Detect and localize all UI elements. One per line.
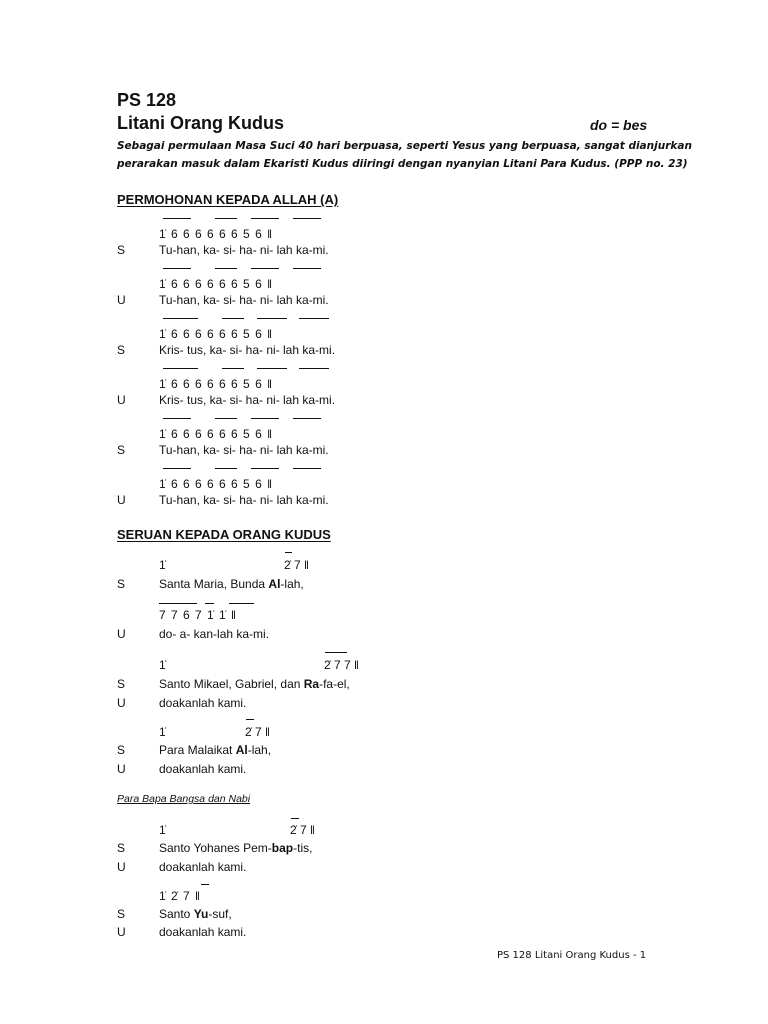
beam bbox=[251, 468, 279, 469]
intro-line-2: perarakan masuk dalam Ekaristi Kudus diiringi dengan nyanyian Litani Para Kudus. (PPP no. 23) bbox=[117, 158, 688, 170]
section-heading-permohonan: PERMOHONAN KEPADA ALLAH (A) bbox=[117, 192, 339, 207]
note-group: 1̇ bbox=[159, 823, 166, 837]
voice-label: U bbox=[117, 762, 126, 776]
lyric-line: Tu-han, ka- si- ha- ni- lah ka-mi. bbox=[159, 243, 329, 257]
response-line: doakanlah kami. bbox=[159, 762, 247, 776]
beam bbox=[251, 418, 279, 419]
note-group: 1̇ bbox=[159, 658, 166, 672]
note-group: 1̇ bbox=[159, 725, 166, 739]
note-line: 1̇ 6 6 6 6 6 6 5 6 ‖ bbox=[159, 227, 273, 241]
note-group: 2̇ 7 ‖ bbox=[284, 558, 309, 572]
voice-label: S bbox=[117, 841, 126, 855]
voice-label: S bbox=[117, 243, 126, 257]
beam bbox=[299, 318, 329, 319]
beam bbox=[291, 818, 299, 819]
beam bbox=[251, 268, 279, 269]
note-group: 2̇ 7 ‖ bbox=[290, 823, 315, 837]
beam bbox=[201, 884, 209, 885]
beam bbox=[222, 368, 244, 369]
beam bbox=[163, 318, 198, 319]
lyric-line: Santo Yohanes Pem-bap-tis, bbox=[159, 841, 313, 855]
beam bbox=[299, 368, 329, 369]
voice-label: S bbox=[117, 343, 126, 357]
document-title: Litani Orang Kudus bbox=[117, 113, 285, 133]
note-line: 7 7 6 7 1̇ 1̇ ‖ bbox=[159, 608, 237, 622]
beam bbox=[229, 603, 254, 604]
voice-label: U bbox=[117, 860, 126, 874]
key-signature: do = bes bbox=[590, 117, 648, 133]
note-line: 1̇ 6 6 6 6 6 6 5 6 ‖ bbox=[159, 327, 273, 341]
beam bbox=[293, 268, 321, 269]
response-line: doakanlah kami. bbox=[159, 860, 247, 874]
beam bbox=[215, 468, 237, 469]
lyric-line: Tu-han, ka- si- ha- ni- lah ka-mi. bbox=[159, 293, 329, 307]
section-heading-seruan: SERUAN KEPADA ORANG KUDUS bbox=[117, 527, 331, 542]
voice-label: U bbox=[117, 925, 126, 939]
note-line: 1̇ 6 6 6 6 6 6 5 6 ‖ bbox=[159, 477, 273, 491]
beam bbox=[251, 218, 279, 219]
response-line: doakanlah kami. bbox=[159, 696, 247, 710]
note-line: 1̇ 2̇ 7 ‖ bbox=[159, 889, 200, 903]
voice-label: S bbox=[117, 743, 126, 757]
voice-label: S bbox=[117, 677, 126, 691]
document-number: PS 128 bbox=[117, 90, 177, 110]
beam bbox=[325, 652, 347, 653]
lyric-line: Tu-han, ka- si- ha- ni- lah ka-mi. bbox=[159, 493, 329, 507]
beam bbox=[215, 418, 237, 419]
beam bbox=[159, 603, 197, 604]
lyric-line: Santa Maria, Bunda Al-lah, bbox=[159, 577, 304, 591]
note-line: 1̇ 6 6 6 6 6 6 5 6 ‖ bbox=[159, 277, 273, 291]
lyric-line: Tu-han, ka- si- ha- ni- lah ka-mi. bbox=[159, 443, 329, 457]
beam bbox=[163, 218, 191, 219]
intro-line-1: Sebagai permulaan Masa Suci 40 hari berpuasa, seperti Yesus yang berpuasa, sangat dianjurkan bbox=[117, 140, 692, 152]
voice-label: U bbox=[117, 393, 126, 407]
lyric-line: Santo Mikael, Gabriel, dan Ra-fa-el, bbox=[159, 677, 350, 691]
voice-label: S bbox=[117, 443, 126, 457]
note-line: 1̇ 6 6 6 6 6 6 5 6 ‖ bbox=[159, 427, 273, 441]
beam bbox=[163, 368, 198, 369]
voice-label: S bbox=[117, 907, 126, 921]
beam bbox=[285, 552, 292, 553]
beam bbox=[293, 468, 321, 469]
beam bbox=[215, 268, 237, 269]
beam bbox=[163, 268, 191, 269]
beam bbox=[293, 218, 321, 219]
subsection-heading: Para Bapa Bangsa dan Nabi bbox=[117, 793, 251, 805]
note-group: 2̇ 7 ‖ bbox=[245, 725, 270, 739]
voice-label: S bbox=[117, 577, 126, 591]
lyric-line: Kris- tus, ka- si- ha- ni- lah ka-mi. bbox=[159, 343, 336, 357]
lyric-line: Para Malaikat Al-lah, bbox=[159, 743, 272, 757]
note-group: 1̇ bbox=[159, 558, 166, 572]
voice-label: U bbox=[117, 493, 126, 507]
lyric-line: do- a- kan-lah ka-mi. bbox=[159, 627, 270, 641]
beam bbox=[163, 468, 191, 469]
beam bbox=[222, 318, 244, 319]
beam bbox=[215, 218, 237, 219]
beam bbox=[257, 318, 287, 319]
beam bbox=[257, 368, 287, 369]
voice-label: U bbox=[117, 696, 126, 710]
note-line: 1̇ 6 6 6 6 6 6 5 6 ‖ bbox=[159, 377, 273, 391]
beam bbox=[246, 719, 254, 720]
page-footer: PS 128 Litani Orang Kudus - 1 bbox=[497, 950, 647, 961]
voice-label: U bbox=[117, 627, 126, 641]
beam bbox=[205, 603, 214, 604]
beam bbox=[293, 418, 321, 419]
beam bbox=[163, 418, 191, 419]
voice-label: U bbox=[117, 293, 126, 307]
lyric-line: Kris- tus, ka- si- ha- ni- lah ka-mi. bbox=[159, 393, 336, 407]
response-line: doakanlah kami. bbox=[159, 925, 247, 939]
lyric-line: Santo Yu-suf, bbox=[159, 907, 232, 921]
note-group: 2̇ 7 7 ‖ bbox=[324, 658, 359, 672]
